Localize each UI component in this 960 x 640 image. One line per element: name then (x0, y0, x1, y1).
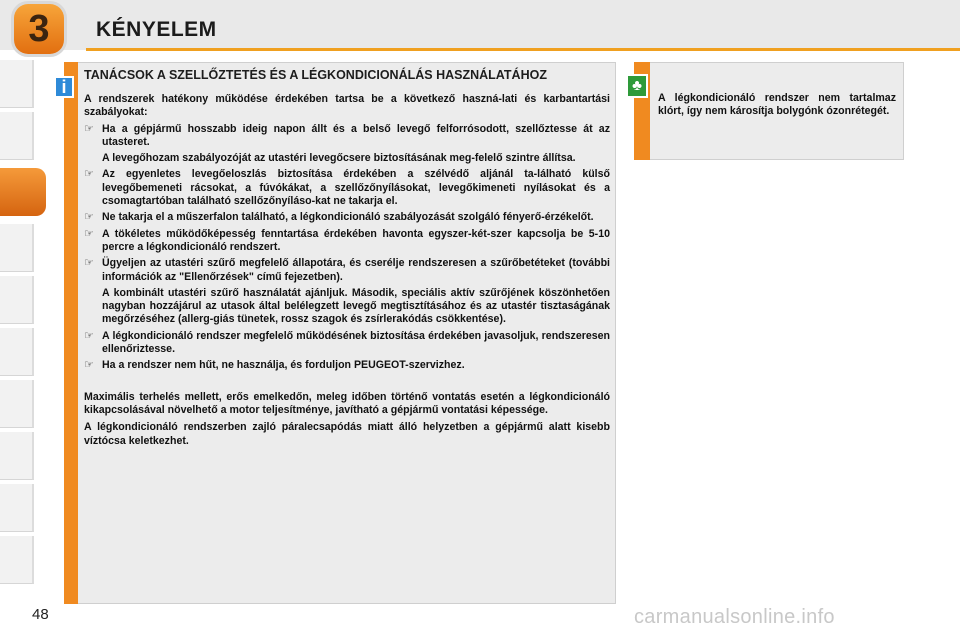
watermark: carmanualsonline.info (634, 606, 835, 628)
chapter-tab[interactable] (0, 432, 34, 480)
info-icon: i (54, 76, 74, 98)
bullet-item (84, 211, 610, 224)
tree-icon: ♣ (626, 74, 648, 98)
chapter-tab[interactable] (0, 484, 34, 532)
bullet-subparagraph: A kombinált utastéri szűrő használatát ajánljuk. Második, speciális aktív szűrőjének köszönhetően nagyban hozzájárul az utasok által belélegzett levegő megtisztításához és az utastér tisztaságának megőrzéséhez (allerg-giás tünetek, rossz szagok és zsírlerakódás csökkentése). (102, 286, 610, 326)
pointing-hand-icon: ☞ (84, 329, 94, 342)
info-box-title: TANÁCSOK A SZELLŐZTETÉS ÉS A LÉGKONDICIONÁLÁS HASZNÁLATÁHOZ (84, 68, 547, 82)
pointing-hand-icon: ☞ (84, 168, 94, 181)
bullet-text: Ügyeljen az utastéri szűrő megfelelő állapotára, és cserélje rendszeresen a szűrőbetéteket (további információk az "Ellenőrzések" című fejezetben). (102, 257, 610, 283)
environment-text: A légkondicionáló rendszer nem tartalmaz klórt, így nem károsítja bolygónk ózonrétegét. (658, 92, 896, 118)
bullet-item (84, 228, 610, 255)
chapter-tab[interactable] (0, 276, 34, 324)
pointing-hand-icon: ☞ (84, 359, 94, 372)
header-divider (86, 48, 960, 51)
bullet-text: A tökéletes működőképesség fenntartása érdekében havonta egyszer-két-szer kapcsolja be 5-10 percre a légkondicionáló rendszert. (102, 227, 610, 253)
info-content (84, 68, 610, 448)
chapter-badge: 3 (14, 4, 64, 54)
intro-paragraph: A rendszerek hatékony működése érdekében tartsa be a következő haszná-lati és karbantartási szabályokat: (84, 93, 610, 119)
page-number: 48 (32, 606, 49, 623)
bullet-text: A légkondicionáló rendszer megfelelő működésének biztosítása érdekében javasoljuk, rendszeresen ellenőriztesse. (102, 329, 610, 356)
bullet-item (84, 168, 610, 208)
towing-paragraph: Maximális terhelés mellett, erős emelkedőn, meleg időben történő vontatás esetén a légkondicionáló kikapcsolásával növelhető a motor teljesítménye, javítható a gépjármű vontatási képessége. (84, 390, 610, 416)
bullet-item (84, 123, 610, 150)
chapter-tab[interactable] (0, 536, 34, 584)
bullet-text: Az egyenletes levegőeloszlás biztosítása érdekében a szélvédő aljánál ta-lálható külső levegőbemeneti rácsokat, a fúvókákat, a szellőzőnyílásokat, levegőkimeneti nyílásokat és a csomagtartóban található szellőzőnyíláso-kat ne takarja el. (102, 168, 610, 208)
chapter-tab[interactable] (0, 380, 34, 428)
chapter-title: KÉNYELEM (96, 18, 217, 41)
pointing-hand-icon: ☞ (84, 211, 94, 224)
condensation-paragraph: A légkondicionáló rendszerben zajló páralecsapódás miatt álló helyzetben a gépjármű alatt kisebb víztócsa keletkezhet. (84, 421, 610, 447)
chapter-tab[interactable] (0, 60, 34, 108)
pointing-hand-icon: ☞ (84, 122, 94, 135)
bullet-item (84, 359, 610, 372)
spacer (84, 373, 610, 387)
chapter-tab[interactable] (0, 112, 34, 160)
bullet-item (84, 330, 610, 357)
bullet-text: Ne takarja el a műszerfalon található, a légkondicionáló szabályozását szolgáló fényerő-érzékelőt. (102, 211, 594, 224)
chapter-tab-active[interactable] (0, 168, 46, 216)
pointing-hand-icon: ☞ (84, 227, 94, 240)
bullet-text: Ha a gépjármű hosszabb ideig napon állt és a belső levegő felforrósodott, szellőztesse át az utasteret. (102, 122, 610, 148)
bullet-item (84, 257, 610, 284)
info-box-stripe (64, 62, 78, 604)
chapter-tabs (0, 60, 46, 580)
chapter-tab[interactable] (0, 224, 34, 272)
chapter-tab[interactable] (0, 328, 34, 376)
pointing-hand-icon: ☞ (84, 257, 94, 270)
bullet-text: Ha a rendszer nem hűt, ne használja, és forduljon PEUGEOT-szervizhez. (102, 359, 465, 372)
bullet-subparagraph: A levegőhozam szabályozóját az utastéri levegőcsere biztosításának meg-felelő szintre állítsa. (102, 152, 576, 165)
